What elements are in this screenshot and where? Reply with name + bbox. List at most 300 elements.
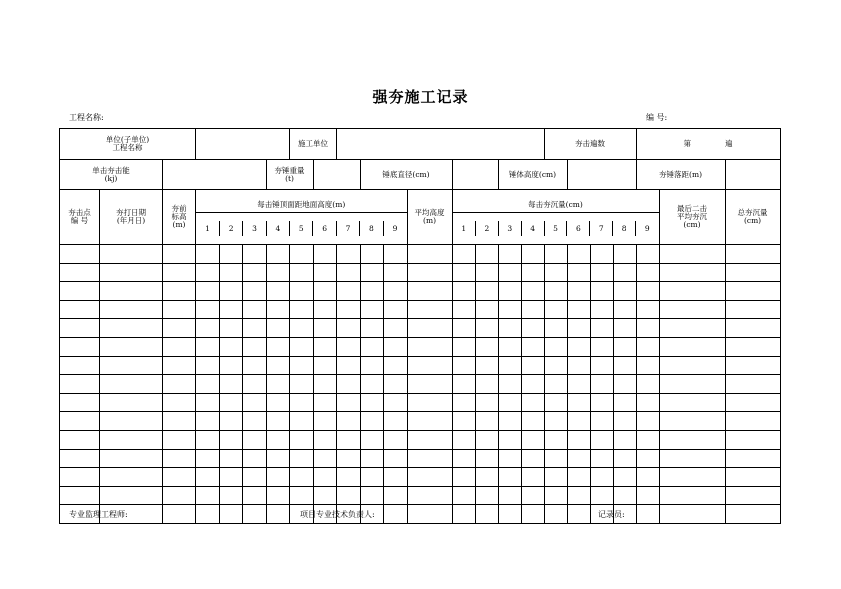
table-cell[interactable] [266, 245, 290, 264]
table-cell[interactable] [243, 375, 267, 394]
table-cell[interactable] [725, 263, 780, 282]
table-cell[interactable] [659, 393, 725, 412]
table-cell[interactable] [590, 375, 613, 394]
table-cell[interactable] [407, 337, 452, 356]
table-cell[interactable] [313, 393, 337, 412]
table-cell[interactable] [337, 393, 361, 412]
table-cell[interactable] [163, 505, 196, 524]
table-cell[interactable] [544, 449, 567, 468]
table-cell[interactable] [590, 319, 613, 338]
table-cell[interactable] [384, 505, 408, 524]
table-cell[interactable] [163, 375, 196, 394]
table-cell[interactable] [636, 319, 659, 338]
table-cell[interactable] [613, 282, 636, 301]
table-cell[interactable] [544, 412, 567, 431]
table-cell[interactable] [725, 393, 780, 412]
table-cell[interactable] [196, 412, 220, 431]
table-cell[interactable] [196, 337, 220, 356]
table-cell[interactable] [567, 393, 590, 412]
table-cell[interactable] [407, 375, 452, 394]
table-cell[interactable] [337, 263, 361, 282]
tamping-passes-value[interactable] [636, 129, 780, 160]
table-cell[interactable] [384, 486, 408, 505]
table-cell[interactable] [163, 263, 196, 282]
table-cell[interactable] [313, 300, 337, 319]
table-cell[interactable] [521, 430, 544, 449]
table-cell[interactable] [498, 356, 521, 375]
table-cell[interactable] [384, 356, 408, 375]
table-cell[interactable] [567, 319, 590, 338]
table-cell[interactable] [384, 430, 408, 449]
table-cell[interactable] [407, 393, 452, 412]
table-cell[interactable] [384, 337, 408, 356]
table-cell[interactable] [452, 449, 475, 468]
table-cell[interactable] [313, 486, 337, 505]
table-cell[interactable] [384, 393, 408, 412]
table-cell[interactable] [337, 449, 361, 468]
table-cell[interactable] [163, 486, 196, 505]
table-cell[interactable] [163, 449, 196, 468]
construction-unit-value[interactable] [337, 129, 545, 160]
table-cell[interactable] [407, 430, 452, 449]
table-cell[interactable] [544, 393, 567, 412]
table-cell[interactable] [498, 337, 521, 356]
table-cell[interactable] [100, 375, 163, 394]
table-cell[interactable] [613, 245, 636, 264]
table-cell[interactable] [100, 263, 163, 282]
table-cell[interactable] [219, 263, 243, 282]
table-cell[interactable] [266, 300, 290, 319]
table-cell[interactable] [544, 319, 567, 338]
table-cell[interactable] [290, 356, 314, 375]
table-cell[interactable] [452, 356, 475, 375]
table-cell[interactable] [475, 263, 498, 282]
hammer-diameter-value[interactable] [452, 160, 498, 190]
table-cell[interactable] [475, 412, 498, 431]
table-cell[interactable] [219, 319, 243, 338]
table-cell[interactable] [266, 486, 290, 505]
table-cell[interactable] [163, 337, 196, 356]
table-cell[interactable] [407, 282, 452, 301]
table-cell[interactable] [100, 430, 163, 449]
table-cell[interactable] [337, 468, 361, 487]
table-cell[interactable] [452, 337, 475, 356]
table-cell[interactable] [196, 319, 220, 338]
table-cell[interactable] [452, 393, 475, 412]
table-cell[interactable] [725, 282, 780, 301]
table-cell[interactable] [498, 319, 521, 338]
table-cell[interactable] [243, 486, 267, 505]
table-cell[interactable] [266, 505, 290, 524]
table-cell[interactable] [567, 245, 590, 264]
table-cell[interactable] [636, 486, 659, 505]
table-cell[interactable] [219, 282, 243, 301]
table-cell[interactable] [60, 300, 100, 319]
table-cell[interactable] [219, 449, 243, 468]
table-cell[interactable] [163, 393, 196, 412]
table-cell[interactable] [219, 486, 243, 505]
table-cell[interactable] [590, 430, 613, 449]
table-cell[interactable] [452, 430, 475, 449]
table-cell[interactable] [613, 337, 636, 356]
table-cell[interactable] [452, 375, 475, 394]
table-cell[interactable] [725, 337, 780, 356]
table-cell[interactable] [196, 282, 220, 301]
table-cell[interactable] [613, 468, 636, 487]
table-cell[interactable] [659, 505, 725, 524]
table-cell[interactable] [521, 356, 544, 375]
table-cell[interactable] [163, 468, 196, 487]
table-cell[interactable] [243, 449, 267, 468]
table-cell[interactable] [452, 300, 475, 319]
table-cell[interactable] [407, 319, 452, 338]
table-cell[interactable] [636, 449, 659, 468]
table-cell[interactable] [163, 412, 196, 431]
table-cell[interactable] [313, 375, 337, 394]
table-cell[interactable] [567, 263, 590, 282]
table-cell[interactable] [313, 245, 337, 264]
table-cell[interactable] [659, 300, 725, 319]
table-cell[interactable] [243, 319, 267, 338]
table-cell[interactable] [196, 375, 220, 394]
table-cell[interactable] [163, 319, 196, 338]
table-cell[interactable] [567, 375, 590, 394]
table-cell[interactable] [100, 412, 163, 431]
table-cell[interactable] [290, 300, 314, 319]
table-cell[interactable] [475, 505, 498, 524]
table-cell[interactable] [544, 263, 567, 282]
table-cell[interactable] [219, 393, 243, 412]
table-cell[interactable] [337, 356, 361, 375]
table-cell[interactable] [452, 319, 475, 338]
table-cell[interactable] [196, 430, 220, 449]
table-cell[interactable] [636, 375, 659, 394]
table-cell[interactable] [219, 468, 243, 487]
table-cell[interactable] [659, 356, 725, 375]
table-cell[interactable] [313, 337, 337, 356]
table-cell[interactable] [407, 356, 452, 375]
table-cell[interactable] [60, 393, 100, 412]
table-cell[interactable] [590, 263, 613, 282]
table-cell[interactable] [636, 412, 659, 431]
table-cell[interactable] [196, 468, 220, 487]
table-cell[interactable] [659, 486, 725, 505]
table-cell[interactable] [544, 300, 567, 319]
table-cell[interactable] [659, 282, 725, 301]
table-cell[interactable] [384, 245, 408, 264]
table-cell[interactable] [60, 263, 100, 282]
table-cell[interactable] [613, 393, 636, 412]
table-cell[interactable] [498, 245, 521, 264]
table-cell[interactable] [659, 263, 725, 282]
table-cell[interactable] [100, 468, 163, 487]
table-cell[interactable] [163, 430, 196, 449]
single-energy-value[interactable] [163, 160, 267, 190]
table-cell[interactable] [243, 505, 267, 524]
table-cell[interactable] [567, 282, 590, 301]
table-cell[interactable] [219, 356, 243, 375]
table-cell[interactable] [163, 300, 196, 319]
table-cell[interactable] [60, 486, 100, 505]
table-cell[interactable] [384, 449, 408, 468]
table-cell[interactable] [725, 505, 780, 524]
table-cell[interactable] [337, 412, 361, 431]
table-cell[interactable] [337, 245, 361, 264]
table-cell[interactable] [567, 337, 590, 356]
table-cell[interactable] [407, 468, 452, 487]
unit-project-value[interactable] [196, 129, 290, 160]
table-cell[interactable] [636, 393, 659, 412]
table-cell[interactable] [725, 486, 780, 505]
table-cell[interactable] [243, 300, 267, 319]
table-cell[interactable] [544, 375, 567, 394]
table-cell[interactable] [725, 449, 780, 468]
table-cell[interactable] [475, 282, 498, 301]
table-cell[interactable] [636, 505, 659, 524]
table-cell[interactable] [384, 375, 408, 394]
table-cell[interactable] [407, 505, 452, 524]
table-cell[interactable] [498, 430, 521, 449]
table-cell[interactable] [498, 282, 521, 301]
table-cell[interactable] [590, 468, 613, 487]
table-cell[interactable] [384, 468, 408, 487]
table-cell[interactable] [544, 505, 567, 524]
table-cell[interactable] [475, 356, 498, 375]
table-cell[interactable] [100, 319, 163, 338]
table-cell[interactable] [100, 449, 163, 468]
table-cell[interactable] [100, 245, 163, 264]
table-cell[interactable] [266, 393, 290, 412]
table-cell[interactable] [100, 393, 163, 412]
table-cell[interactable] [360, 263, 384, 282]
table-cell[interactable] [725, 468, 780, 487]
table-cell[interactable] [60, 430, 100, 449]
table-cell[interactable] [544, 337, 567, 356]
table-cell[interactable] [613, 319, 636, 338]
table-cell[interactable] [567, 505, 590, 524]
table-cell[interactable] [60, 356, 100, 375]
table-cell[interactable] [313, 319, 337, 338]
table-cell[interactable] [60, 449, 100, 468]
table-cell[interactable] [243, 245, 267, 264]
table-cell[interactable] [567, 449, 590, 468]
table-cell[interactable] [219, 300, 243, 319]
table-cell[interactable] [544, 486, 567, 505]
table-cell[interactable] [567, 300, 590, 319]
table-cell[interactable] [498, 393, 521, 412]
table-cell[interactable] [196, 263, 220, 282]
table-cell[interactable] [636, 245, 659, 264]
table-cell[interactable] [266, 356, 290, 375]
table-cell[interactable] [452, 486, 475, 505]
table-cell[interactable] [590, 337, 613, 356]
drop-distance-value[interactable] [725, 160, 780, 190]
table-cell[interactable] [636, 430, 659, 449]
table-cell[interactable] [243, 356, 267, 375]
table-cell[interactable] [544, 356, 567, 375]
table-cell[interactable] [337, 337, 361, 356]
table-cell[interactable] [60, 468, 100, 487]
table-cell[interactable] [196, 486, 220, 505]
table-cell[interactable] [290, 486, 314, 505]
table-cell[interactable] [659, 337, 725, 356]
table-cell[interactable] [360, 375, 384, 394]
table-cell[interactable] [590, 282, 613, 301]
table-cell[interactable] [313, 468, 337, 487]
table-cell[interactable] [337, 300, 361, 319]
table-cell[interactable] [290, 393, 314, 412]
table-cell[interactable] [243, 468, 267, 487]
table-cell[interactable] [360, 486, 384, 505]
table-cell[interactable] [290, 468, 314, 487]
table-cell[interactable] [384, 263, 408, 282]
table-cell[interactable] [452, 468, 475, 487]
table-cell[interactable] [219, 375, 243, 394]
table-cell[interactable] [613, 263, 636, 282]
table-cell[interactable] [360, 282, 384, 301]
table-cell[interactable] [590, 356, 613, 375]
table-cell[interactable] [290, 319, 314, 338]
table-cell[interactable] [360, 337, 384, 356]
table-cell[interactable] [266, 412, 290, 431]
table-cell[interactable] [384, 319, 408, 338]
table-cell[interactable] [407, 300, 452, 319]
table-cell[interactable] [60, 319, 100, 338]
table-cell[interactable] [498, 486, 521, 505]
table-cell[interactable] [613, 449, 636, 468]
table-cell[interactable] [725, 300, 780, 319]
table-cell[interactable] [725, 430, 780, 449]
table-cell[interactable] [636, 263, 659, 282]
table-cell[interactable] [567, 486, 590, 505]
table-cell[interactable] [521, 263, 544, 282]
table-cell[interactable] [163, 282, 196, 301]
table-cell[interactable] [290, 449, 314, 468]
table-cell[interactable] [360, 300, 384, 319]
table-cell[interactable] [498, 449, 521, 468]
table-cell[interactable] [60, 245, 100, 264]
table-cell[interactable] [521, 245, 544, 264]
table-cell[interactable] [100, 486, 163, 505]
table-cell[interactable] [498, 412, 521, 431]
table-cell[interactable] [725, 245, 780, 264]
table-cell[interactable] [219, 430, 243, 449]
table-cell[interactable] [475, 300, 498, 319]
table-cell[interactable] [521, 319, 544, 338]
table-cell[interactable] [725, 375, 780, 394]
table-cell[interactable] [313, 430, 337, 449]
table-cell[interactable] [613, 486, 636, 505]
table-cell[interactable] [452, 412, 475, 431]
table-cell[interactable] [725, 319, 780, 338]
table-cell[interactable] [475, 468, 498, 487]
table-cell[interactable] [337, 486, 361, 505]
table-cell[interactable] [360, 319, 384, 338]
table-cell[interactable] [498, 263, 521, 282]
table-cell[interactable] [521, 468, 544, 487]
table-cell[interactable] [659, 449, 725, 468]
table-cell[interactable] [384, 282, 408, 301]
table-cell[interactable] [725, 356, 780, 375]
table-cell[interactable] [313, 412, 337, 431]
table-cell[interactable] [360, 393, 384, 412]
table-cell[interactable] [290, 430, 314, 449]
table-cell[interactable] [636, 300, 659, 319]
table-cell[interactable] [521, 282, 544, 301]
table-cell[interactable] [636, 282, 659, 301]
table-cell[interactable] [659, 430, 725, 449]
table-cell[interactable] [266, 468, 290, 487]
table-cell[interactable] [475, 486, 498, 505]
table-cell[interactable] [521, 486, 544, 505]
table-cell[interactable] [266, 263, 290, 282]
table-cell[interactable] [360, 412, 384, 431]
table-cell[interactable] [567, 468, 590, 487]
table-cell[interactable] [313, 356, 337, 375]
table-cell[interactable] [659, 412, 725, 431]
table-cell[interactable] [521, 505, 544, 524]
table-cell[interactable] [613, 356, 636, 375]
table-cell[interactable] [407, 245, 452, 264]
table-cell[interactable] [725, 412, 780, 431]
table-cell[interactable] [407, 263, 452, 282]
table-cell[interactable] [407, 486, 452, 505]
table-cell[interactable] [475, 337, 498, 356]
table-cell[interactable] [196, 300, 220, 319]
table-cell[interactable] [266, 449, 290, 468]
table-cell[interactable] [60, 412, 100, 431]
table-cell[interactable] [337, 375, 361, 394]
table-cell[interactable] [266, 430, 290, 449]
table-cell[interactable] [290, 375, 314, 394]
table-cell[interactable] [219, 245, 243, 264]
table-cell[interactable] [498, 505, 521, 524]
table-cell[interactable] [452, 505, 475, 524]
table-cell[interactable] [290, 412, 314, 431]
table-cell[interactable] [196, 356, 220, 375]
table-cell[interactable] [544, 468, 567, 487]
table-cell[interactable] [196, 449, 220, 468]
table-cell[interactable] [452, 263, 475, 282]
table-cell[interactable] [590, 300, 613, 319]
table-cell[interactable] [243, 282, 267, 301]
table-cell[interactable] [659, 319, 725, 338]
table-cell[interactable] [360, 245, 384, 264]
table-cell[interactable] [521, 449, 544, 468]
table-cell[interactable] [337, 282, 361, 301]
table-cell[interactable] [290, 263, 314, 282]
table-cell[interactable] [475, 319, 498, 338]
table-cell[interactable] [100, 300, 163, 319]
table-cell[interactable] [100, 356, 163, 375]
table-cell[interactable] [384, 412, 408, 431]
table-cell[interactable] [243, 412, 267, 431]
table-cell[interactable] [521, 300, 544, 319]
table-cell[interactable] [590, 412, 613, 431]
table-cell[interactable] [290, 337, 314, 356]
table-cell[interactable] [521, 393, 544, 412]
table-cell[interactable] [567, 412, 590, 431]
table-cell[interactable] [498, 300, 521, 319]
table-cell[interactable] [613, 375, 636, 394]
table-cell[interactable] [290, 245, 314, 264]
table-cell[interactable] [544, 282, 567, 301]
table-cell[interactable] [100, 282, 163, 301]
table-cell[interactable] [475, 430, 498, 449]
table-cell[interactable] [313, 263, 337, 282]
table-cell[interactable] [337, 319, 361, 338]
table-cell[interactable] [266, 375, 290, 394]
